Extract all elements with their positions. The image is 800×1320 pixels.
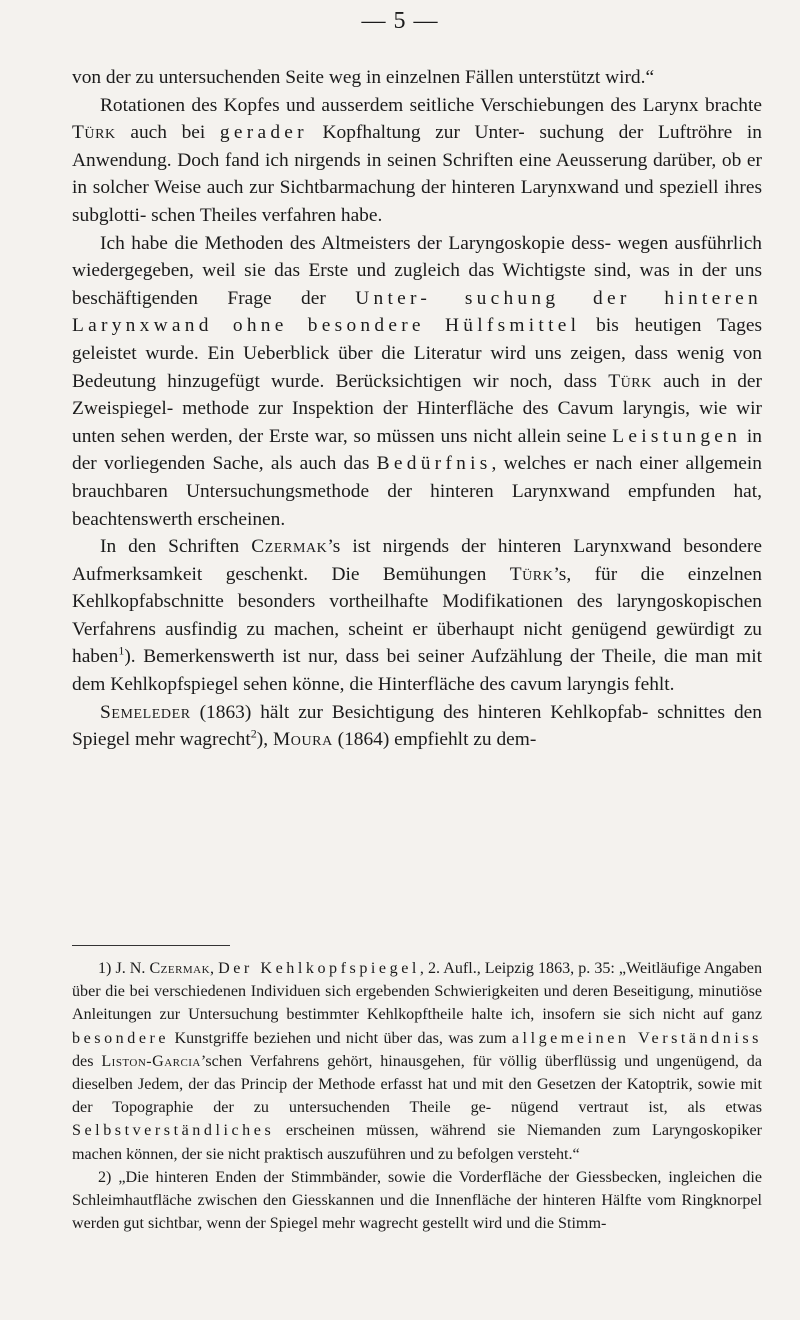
text-segment: ). Bemerkenswerth ist nur, dass bei seiner Aufzählung der Theile, die man mit dem Kehlkopfspiegel sehen könne, die Hinterfläche des cavum laryngis fehlt. bbox=[72, 646, 762, 696]
text-segment: , welches er nach einer allgemein brauchbaren Untersuchungsmethode der hinteren Larynxwand empfunden hat, beachtenswerth erscheinen. bbox=[72, 453, 762, 530]
footnote-separator bbox=[72, 945, 230, 946]
text-segment: , 2. Aufl., Leipzig 1863, p. 35: „Weitläufige Angaben über die bei verschiedenen Individuen sich ergebenden Schwierigkeiten und deren Beseitigung, minutiöse Anleitungen zur Untersuchung bestimmter Kehlkopftheile halte ich, insofern sie sich nicht auf ganz bbox=[72, 960, 762, 1024]
text-segment: 2) „Die hinteren Enden der Stimmbänder, sowie die Vorderfläche der Giessbecken, ingleichen die Schleimhautfläche zwischen den Giesskannen und die Innenfläche der hinteren Hälfte vom Ringknorpel werden gut sichtbar, wenn der Spiegel mehr wagrecht gestellt wird und die Stimm- bbox=[72, 1168, 762, 1233]
text-segment: Moura bbox=[272, 729, 333, 751]
text-segment: allgemeinen Verständniss bbox=[511, 1029, 762, 1047]
text-segment: auch bei bbox=[115, 122, 220, 144]
footnotes bbox=[72, 957, 762, 1235]
text-segment: Czermak bbox=[251, 536, 328, 558]
text-segment: Semeleder bbox=[100, 701, 191, 723]
text-segment: Türk bbox=[608, 370, 652, 392]
text-segment: besondere bbox=[72, 1029, 170, 1047]
text-segment: Kunstgriffe beziehen und nicht über das, was zum bbox=[169, 1029, 512, 1047]
text-segment: Türk bbox=[509, 563, 554, 585]
text-segment: bis heutigen Tages geleistet wurde. Ein Ueberblick über die Literatur wird uns zeigen, dass wenig von Bedeutung hinzugefügt wurde. Berücksichtigen wir noch, dass bbox=[72, 315, 762, 392]
text-segment: Leistungen bbox=[612, 425, 742, 447]
text-segment: Selbstverständliches bbox=[72, 1122, 275, 1140]
text-segment: in der vorliegenden Sache, als auch das bbox=[72, 425, 762, 475]
text-segment: Czermak bbox=[149, 960, 211, 977]
text-segment: 1) J. N. bbox=[98, 960, 150, 977]
paragraph bbox=[72, 699, 762, 754]
text-segment: Türk bbox=[72, 122, 116, 144]
text-segment: Bedürfnis bbox=[376, 453, 492, 475]
text-segment: Unter- suchung der hinteren Larynxwand ohne besondere Hülfsmittel bbox=[72, 287, 763, 337]
text-segment: In den Schriften bbox=[100, 536, 252, 558]
text-segment: ’schen Verfahrens gehört, hinausgehen, für völlig überflüssig und ungenügend, da dieselben Jedem, der das Princip der Methode erfasst hat und mit den Gesetzen der Katoptrik, sowie mit der Topographie der zu untersuchenden Theile ge- nügend vertraut ist, als etwas bbox=[72, 1052, 762, 1117]
paragraph bbox=[72, 533, 762, 699]
text-segment: ’s, für die einzelnen Kehlkopfabschnitte besonders vortheilhafte Modifikationen des laryngoskopischen Verfahrens ausfindig zu machen, scheint er überhaupt nicht genügend gewürdigt zu haben bbox=[72, 563, 762, 668]
text-segment: Ich habe die Methoden des Altmeisters der Laryngoskopie dess- wegen ausführlich wiedergegeben, weil sie das Erste und zugleich das Wichtigste sind, was in der uns beschäftigenden Frage der bbox=[72, 232, 762, 309]
footnote bbox=[72, 1166, 762, 1236]
body-text bbox=[72, 64, 762, 754]
paragraph bbox=[72, 92, 762, 230]
text-segment: , bbox=[210, 960, 219, 977]
text-segment: von der zu untersuchenden Seite weg in einzelnen Fällen unterstützt wird.“ bbox=[72, 67, 655, 88]
text-segment: Kopfhaltung zur Unter- suchung der Luftröhre in Anwendung. Doch fand ich nirgends in seinen Schriften eine Aeusserung darüber, ob er in solcher Weise auch zur Sichtbarmachung der hinteren Larynxwand und speziell ihres subglotti- schen Theiles verfahren habe. bbox=[72, 122, 762, 226]
paragraph bbox=[72, 64, 762, 92]
text-segment: ’s ist nirgends der hinteren Larynxwand besondere Aufmerksamkeit geschenkt. Die Bemühungen bbox=[72, 536, 762, 585]
page-number: — 5 — bbox=[361, 8, 439, 34]
text-segment: Liston-Garcia bbox=[101, 1052, 201, 1070]
text-segment: gerader bbox=[219, 122, 308, 144]
footnote bbox=[72, 957, 762, 1166]
text-segment: (1863) hält zur Besichtigung des hinteren Kehlkopfab- schnittes den Spiegel mehr wagrecht bbox=[72, 701, 762, 751]
paragraph bbox=[72, 230, 762, 534]
text-segment: Rotationen des Kopfes und ausserdem seitliche Verschiebungen des Larynx brachte bbox=[100, 94, 762, 116]
text-segment: erscheinen müssen, während sie Niemanden zum Laryngoskopiker machen können, der sie nicht praktisch auszuführen und zu befolgen versteht.“ bbox=[72, 1122, 762, 1163]
text-segment: des bbox=[72, 1052, 102, 1070]
text-segment: Der Kehlkopfspiegel bbox=[218, 960, 420, 977]
text-segment: auch in der Zweispiegel- methode zur Inspektion der Hinterfläche des Cavum laryngis, wie wir unten sehen werden, der Erste war, so müssen uns nicht allein seine bbox=[72, 370, 762, 447]
footnote-ref: 2 bbox=[250, 726, 257, 741]
text-segment: ), bbox=[256, 729, 273, 751]
text-segment: (1864) empfiehlt zu dem- bbox=[332, 729, 537, 751]
footnote-ref: 1 bbox=[118, 644, 125, 658]
